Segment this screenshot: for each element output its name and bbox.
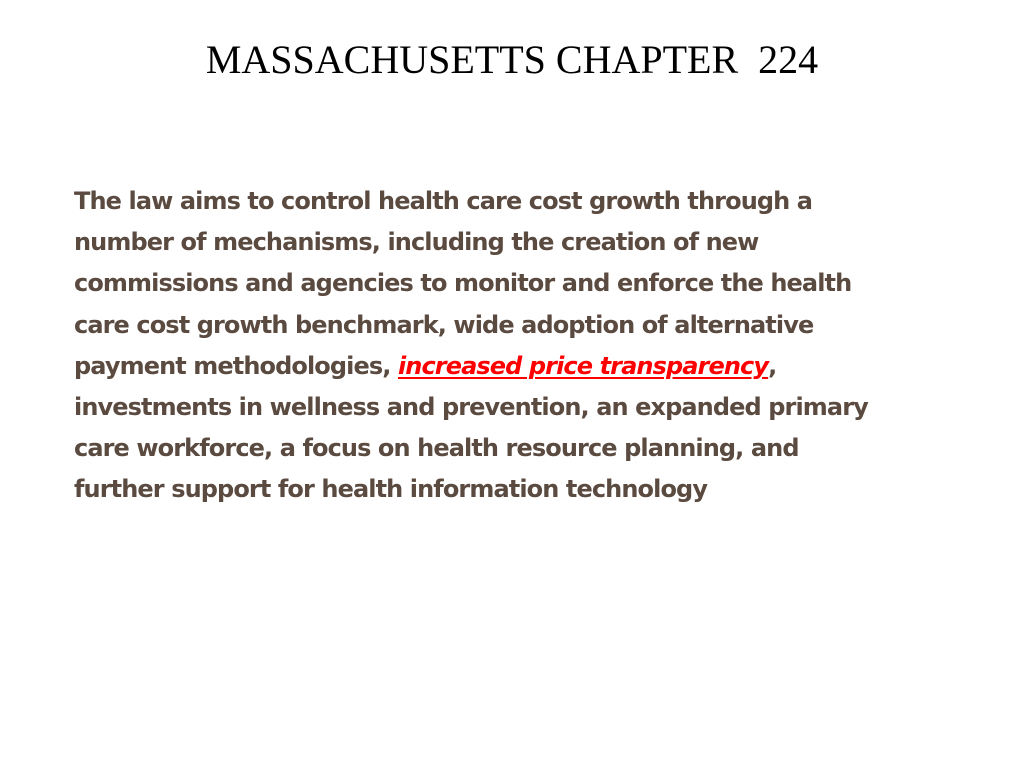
- body-line-3: commissions and agencies to monitor and enforce the health: [74, 269, 852, 298]
- body-line-5: [74, 346, 974, 387]
- body-line-5-start: payment methodologies,: [74, 351, 398, 380]
- body-line-5-end: ,: [768, 351, 777, 380]
- body-line-2: number of mechanisms, including the creation of new: [74, 228, 759, 257]
- body-line-4: care cost growth benchmark, wide adoption of alternative: [74, 310, 814, 339]
- slide-title: MASSACHUSETTS CHAPTER 224: [205, 37, 819, 82]
- body-line-7: care workforce, a focus on health resource planning, and: [74, 434, 799, 463]
- slide-body-paragraph: [74, 181, 974, 511]
- body-line-8: further support for health information technology: [74, 475, 708, 504]
- body-line-1: The law aims to control health care cost growth through a: [74, 187, 813, 215]
- body-line-6: investments in wellness and prevention, an expanded primary: [74, 393, 868, 422]
- price-transparency-highlight: increased price transparency: [397, 351, 769, 380]
